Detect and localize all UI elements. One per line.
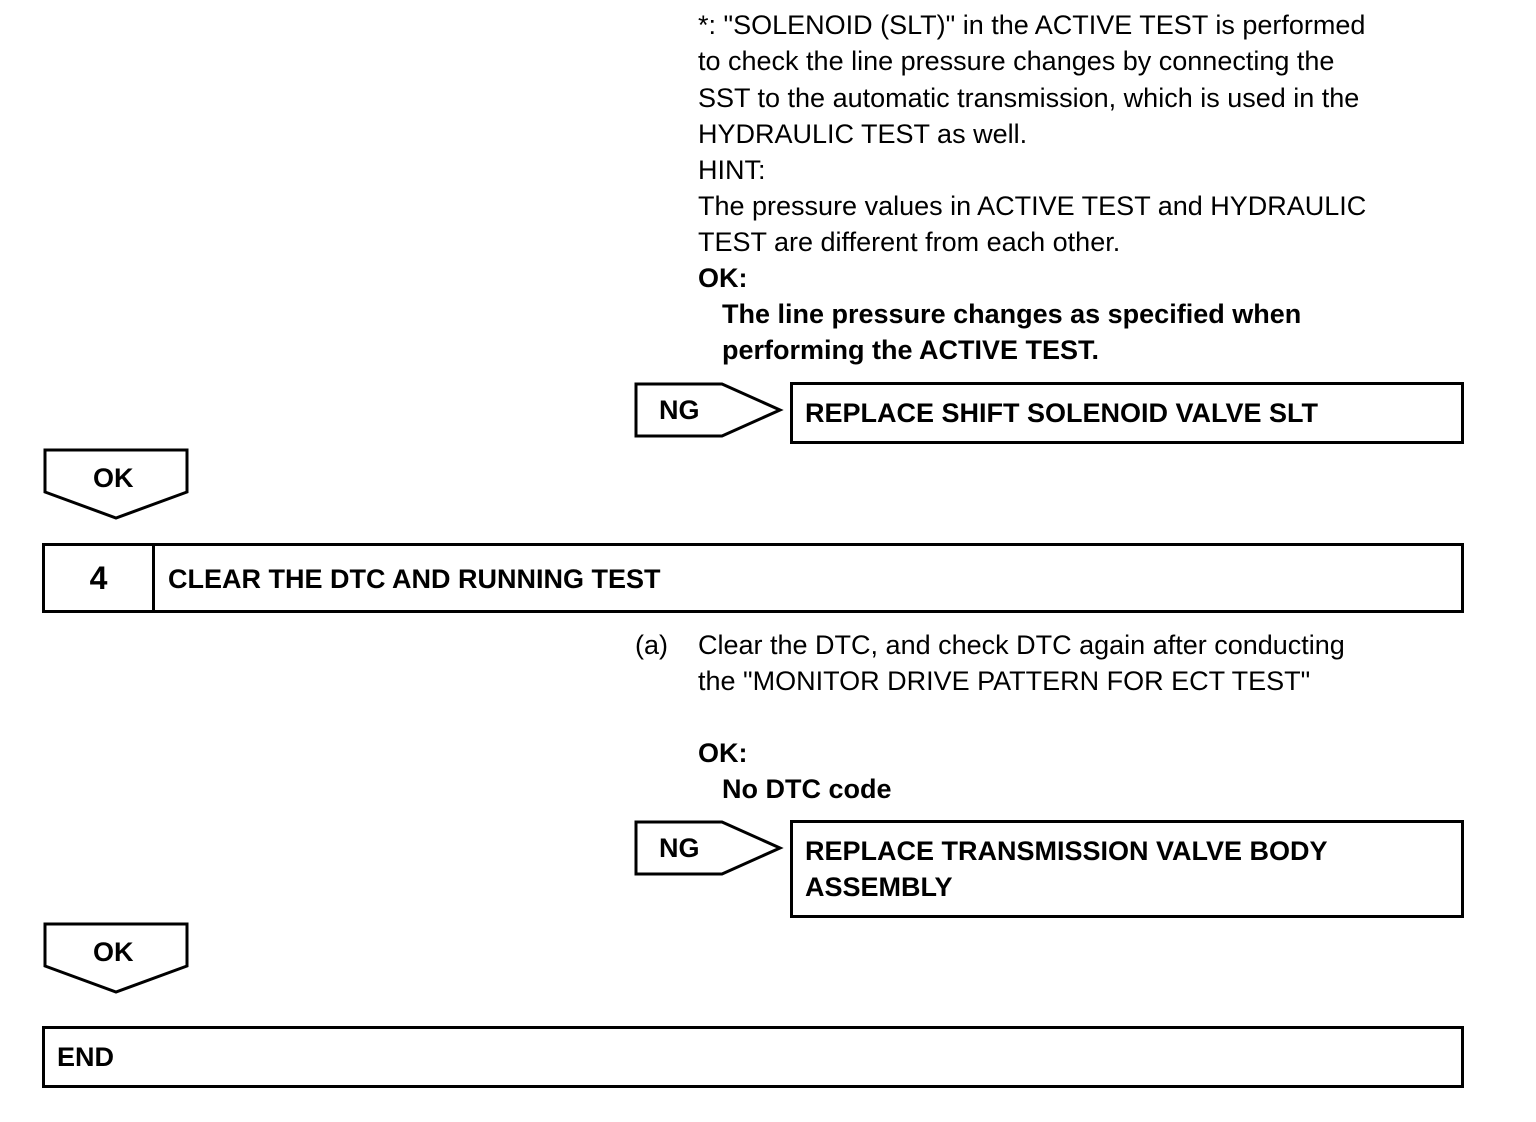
- item-marker: (a): [635, 630, 668, 660]
- hint-line-1: The pressure values in ACTIVE TEST and HYDRAULIC: [698, 191, 1367, 221]
- ok-label-2: OK: [93, 937, 134, 967]
- ok-spec-heading-2: OK:: [698, 738, 748, 768]
- end-box: [42, 1026, 1464, 1088]
- ng-result-box-2: [790, 820, 1464, 918]
- ok-spec-heading: OK:: [698, 263, 748, 293]
- ng-arrow-1: [634, 382, 784, 440]
- ng-result-text-1: REPLACE SHIFT SOLENOID VALVE SLT: [805, 398, 1319, 428]
- hint-heading: HINT:: [698, 155, 766, 185]
- item-line-1: Clear the DTC, and check DTC again after conducting: [698, 630, 1345, 660]
- ng-label-1: NG: [659, 395, 700, 425]
- end-label: END: [57, 1042, 115, 1072]
- ok-spec-line-1: The line pressure changes as specified when: [722, 299, 1302, 329]
- note-line-1: *: "SOLENOID (SLT)" in the ACTIVE TEST is performed: [698, 10, 1366, 40]
- note-line-4: HYDRAULIC TEST as well.: [698, 119, 1028, 149]
- note-line-2: to check the line pressure changes by connecting the: [698, 46, 1335, 76]
- ok-spec-line-2: performing the ACTIVE TEST.: [722, 335, 1100, 365]
- item-line-2: the "MONITOR DRIVE PATTERN FOR ECT TEST": [698, 666, 1311, 696]
- ng-arrow-2: [634, 820, 784, 878]
- ng-result-box-1: [790, 382, 1464, 444]
- step-4-header: [42, 543, 1464, 613]
- ok-spec-value-2: No DTC code: [722, 774, 892, 804]
- step-title: CLEAR THE DTC AND RUNNING TEST: [168, 564, 661, 594]
- ng-result-text-2-line-2: ASSEMBLY: [805, 872, 953, 902]
- ng-label-2: NG: [659, 833, 700, 863]
- step-number: 4: [89, 560, 108, 596]
- note-line-3: SST to the automatic transmission, which is used in the: [698, 83, 1360, 113]
- step-number-cell: [45, 546, 155, 610]
- hint-line-2: TEST are different from each other.: [698, 227, 1121, 257]
- ok-label-1: OK: [93, 463, 134, 493]
- ng-result-text-2-line-1: REPLACE TRANSMISSION VALVE BODY: [805, 836, 1328, 866]
